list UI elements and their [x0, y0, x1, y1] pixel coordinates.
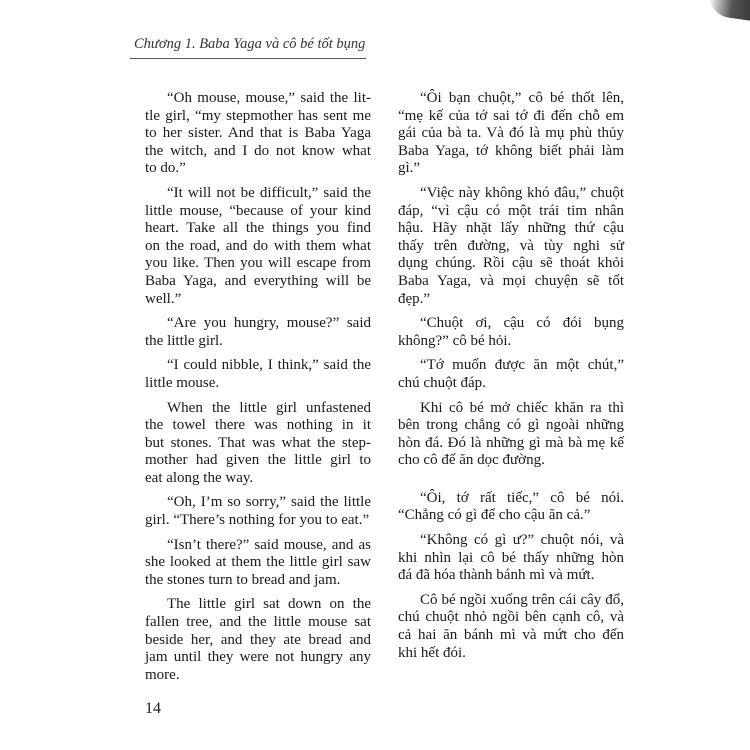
- text-line: cho cô để ăn dọc đường.: [398, 452, 545, 469]
- text-line: đáp, “vì cậu có một trái tim nhân: [398, 202, 624, 219]
- text-line: little mouse, “because of your kind: [145, 202, 371, 219]
- paragraph: [398, 185, 624, 308]
- text-line: but stones. That was what the step-: [145, 434, 371, 451]
- text-line: “Không có gì ư?” chuột nói, và: [420, 532, 624, 549]
- page-number: 14: [145, 700, 161, 717]
- paragraph: [398, 532, 624, 585]
- text-line: chú chuột nhỏ ngồi bên cạnh cô, và: [398, 609, 624, 626]
- text-line: “Oh mouse, mouse,” said the lit-: [167, 90, 371, 106]
- text-line: more.: [145, 666, 180, 683]
- text-line: little mouse.: [145, 374, 220, 391]
- text-line: fallen tree, and the little mouse sat: [145, 614, 371, 631]
- running-header: Chương 1. Baba Yaga và cô bé tốt bụng: [134, 36, 366, 52]
- text-line: “It will not be difficult,” said the: [167, 184, 371, 201]
- paragraph: [398, 90, 624, 178]
- paragraph: [398, 592, 624, 662]
- text-line: mother had given the little girl to: [145, 452, 371, 469]
- right-column-vietnamese: [398, 90, 624, 669]
- text-line: to her sister. And that is Baba Yaga: [145, 125, 371, 142]
- text-line: khi nhìn lại cô bé thấy những hòn: [398, 549, 624, 566]
- text-line: hậu. Hãy nhặt lấy những thứ cậu: [398, 220, 624, 237]
- text-line: thấy trên đường, và tùy nghi sử: [398, 237, 624, 254]
- paragraph: [145, 357, 371, 392]
- text-line: khi hết đói.: [398, 644, 466, 661]
- text-line: “Ôi bạn chuột,” cô bé thốt lên,: [420, 90, 624, 106]
- text-line: “Oh, I’m so sorry,” said the little: [167, 494, 371, 511]
- text-line: “Chẳng có gì để cho cậu ăn cả.”: [398, 507, 591, 524]
- text-line: you like. Then you will escape from: [145, 255, 371, 272]
- paragraph: [398, 315, 624, 350]
- text-line: bên trong chẳng có gì ngoài những: [398, 417, 624, 434]
- text-line: When the little girl unfastened: [167, 399, 371, 416]
- text-line: đẹp.”: [398, 290, 431, 307]
- paragraph: [398, 400, 624, 470]
- text-line: the stones turn to bread and jam.: [145, 571, 341, 588]
- left-column-english: [145, 90, 371, 691]
- paragraph: [145, 90, 371, 178]
- paragraph: [145, 400, 371, 488]
- text-line: girl. “There’s nothing for you to eat.”: [145, 512, 370, 529]
- text-line: eat along the way.: [145, 469, 254, 486]
- text-line: Khi cô bé mở chiếc khăn ra thì: [420, 399, 624, 416]
- text-line: the little girl.: [145, 332, 223, 349]
- text-line: gái của bà ta. Và đó là mụ phù thủy: [398, 125, 624, 142]
- text-line: gì.”: [398, 160, 421, 177]
- text-line: “mẹ kế của tớ sai tớ đi đến chỗ em: [398, 107, 624, 124]
- text-line: the towel there was nothing in it: [145, 417, 371, 434]
- text-line: she looked at them the little girl saw: [145, 554, 371, 571]
- text-line: “Tớ muốn được ăn một chút,”: [420, 357, 624, 374]
- text-line: beside her, and they ate bread and: [145, 631, 371, 648]
- text-line: tle girl, “my stepmother has sent me: [145, 107, 371, 124]
- paragraph: [145, 185, 371, 308]
- text-line: không?” cô bé hỏi.: [398, 332, 512, 349]
- text-line: the witch, and I do not know what: [145, 142, 371, 159]
- text-line: heart. Take all the things you find: [145, 220, 371, 237]
- text-line: Baba Yaga, tớ không biết phải làm: [398, 142, 624, 159]
- text-line: Baba Yaga, and everything will be: [145, 272, 371, 289]
- scan-edge-shadow: [707, 0, 750, 21]
- text-line: Cô bé ngồi xuống trên cái cây đổ,: [420, 591, 624, 608]
- text-line: to do.”: [145, 160, 186, 177]
- text-line: “Isn’t there?” said mouse, and as: [167, 536, 371, 553]
- text-line: cả hai ăn bánh mì và mứt cho đến: [398, 627, 624, 644]
- header-rule: [130, 58, 366, 59]
- paragraph: [398, 490, 624, 525]
- text-line: “I could nibble, I think,” said the: [167, 357, 371, 374]
- text-line: jam until they were not hungry any: [145, 649, 371, 666]
- text-line: “Are you hungry, mouse?” said: [167, 315, 371, 332]
- text-line: The little girl sat down on the: [167, 596, 371, 613]
- text-line: dụng chúng. Rồi cậu sẽ thoát khỏi: [398, 255, 624, 272]
- text-line: on the road, and do with them what: [145, 237, 371, 254]
- paragraph: [398, 357, 624, 392]
- paragraph: [145, 494, 371, 529]
- text-line: hòn đá. Đó là những gì mà bà mẹ kế: [398, 434, 624, 451]
- text-line: đá đã hóa thành bánh mì và mứt.: [398, 567, 595, 584]
- text-line: “Chuột ơi, cậu có đói bụng: [420, 315, 624, 332]
- text-line: well.”: [145, 290, 182, 307]
- text-line: Baba Yaga, và mọi chuyện sẽ tốt: [398, 272, 624, 289]
- paragraph: [145, 537, 371, 590]
- paragraph: [145, 315, 371, 350]
- text-line: “Việc này không khó đâu,” chuột: [420, 184, 624, 201]
- text-line: “Ôi, tớ rất tiếc,” cô bé nói.: [420, 489, 624, 506]
- paragraph: [145, 596, 371, 684]
- text-line: chú chuột đáp.: [398, 374, 486, 391]
